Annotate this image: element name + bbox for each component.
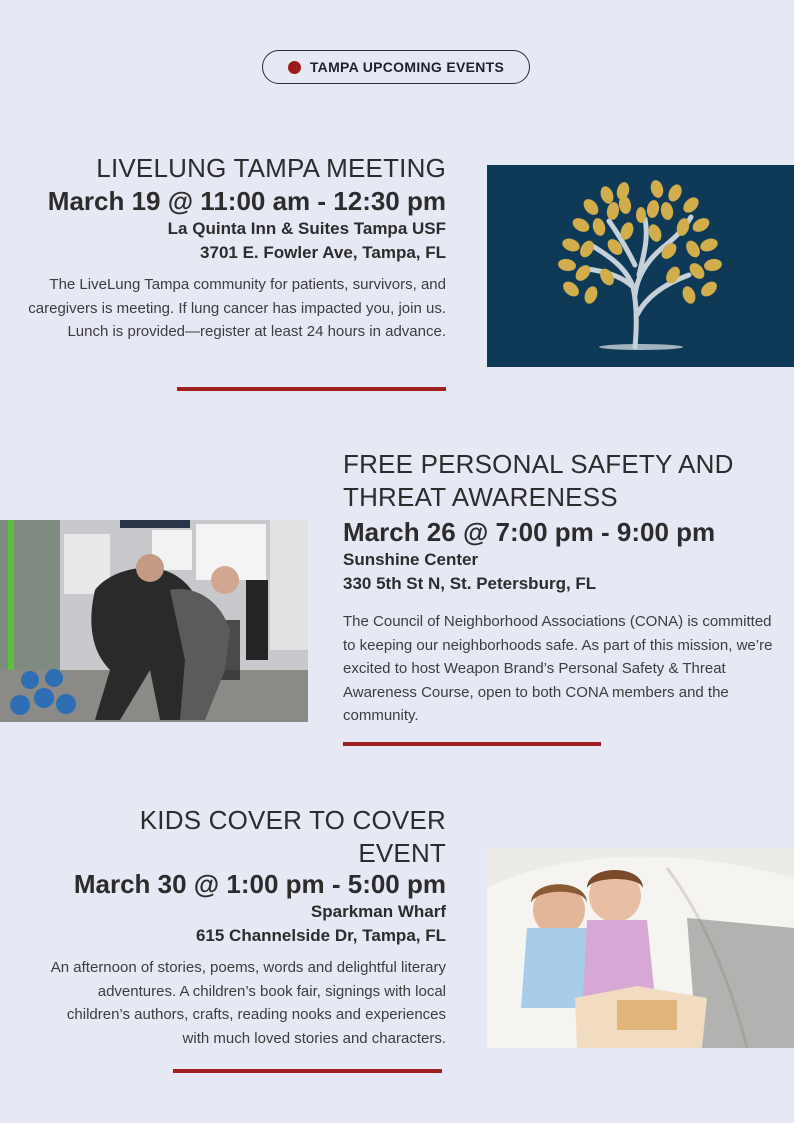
divider-rule (343, 742, 601, 746)
lung-tree-icon (487, 165, 794, 367)
divider-rule (177, 387, 446, 391)
divider-rule (173, 1069, 442, 1073)
event-venue: Sunshine Center (343, 550, 479, 569)
event-title-line1: FREE PERSONAL SAFETY AND (343, 449, 734, 479)
livelung-logo-image (487, 165, 794, 367)
event-address: 330 5th St N, St. Petersburg, FL (343, 574, 597, 593)
section-badge (262, 50, 530, 84)
badge-dot-icon (288, 61, 301, 74)
badge-label: TAMPA UPCOMING EVENTS (309, 59, 505, 75)
event-title-line2: THREAT AWARENESS (343, 482, 618, 512)
event-title-line2: EVENT (358, 838, 446, 868)
event-description: An afternoon of stories, poems, words and delightful literary adventures. A children’s book fair, signings with local children’s authors, crafts, reading nooks and experiences with much loved stories and characters. (50, 959, 446, 1047)
self-defense-class-photo (0, 520, 308, 722)
event-title-line1: KIDS COVER TO COVER (139, 805, 446, 835)
event-title: LIVELUNG TAMPA MEETING (96, 153, 446, 183)
event-date: March 26 @ 7:00 pm - 9:00 pm (343, 517, 716, 547)
event-description: The LiveLung Tampa community for patients, survivors, and caregivers is meeting. If lung cancer has impacted you, join us. Lunch is provided—register at least 24 hours in advance. (28, 276, 446, 340)
event-livelung (20, 152, 446, 344)
event-date: March 30 @ 1:00 pm - 5:00 pm (73, 869, 446, 899)
event-date: March 19 @ 11:00 am - 12:30 pm (47, 186, 446, 216)
event-personal-safety (343, 448, 773, 728)
event-kids-cover-to-cover (20, 804, 446, 1050)
event-venue: La Quinta Inn & Suites Tampa USF (167, 219, 446, 238)
event-description: The Council of Neighborhood Associations (CONA) is committed to keeping our neighborhoods safe. As part of this mission, we’re excited to host Weapon Brand’s Personal Safety & Threat Awareness Course, open to both CONA members and the community. (343, 613, 773, 724)
event-address: 615 Channelside Dr, Tampa, FL (195, 926, 446, 945)
event-venue: Sparkman Wharf (310, 902, 446, 921)
kids-reading-photo (487, 848, 794, 1048)
event-address: 3701 E. Fowler Ave, Tampa, FL (200, 243, 446, 262)
